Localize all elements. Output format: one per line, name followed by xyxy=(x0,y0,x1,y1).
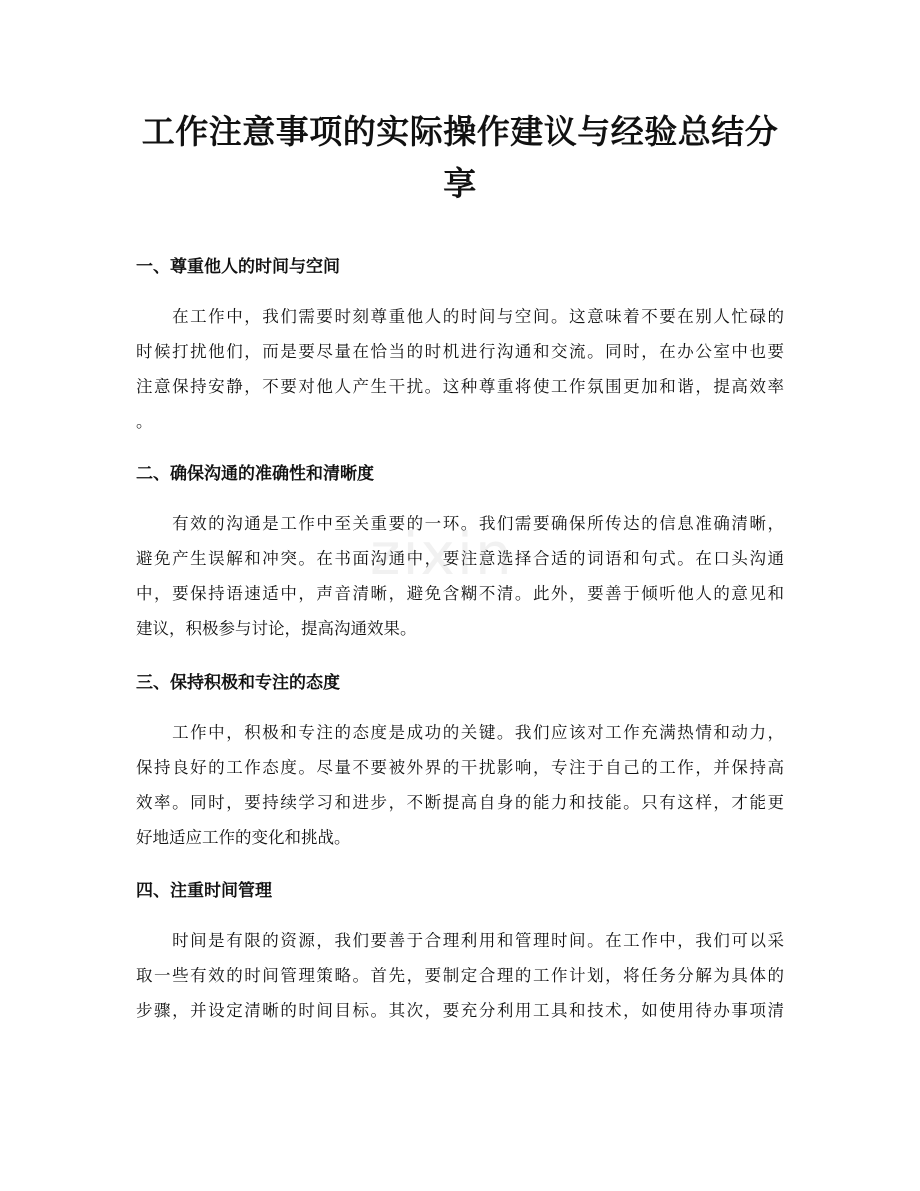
paragraph-line: 工作中，积极和专注的态度是成功的关键。我们应该对工作充满热情和动力， xyxy=(136,723,784,742)
section-communication xyxy=(136,462,784,646)
watermark: zixin xyxy=(370,520,514,588)
section-paragraph xyxy=(136,506,784,646)
section-heading: 四、注重时间管理 xyxy=(136,881,272,901)
section-heading: 三、保持积极和专注的态度 xyxy=(136,673,340,693)
paragraph-line: 保持良好的工作态度。尽量不要被外界的干扰影响，专注于自己的工作，并保持高 xyxy=(136,758,784,777)
paragraph-line: 。 xyxy=(136,412,153,431)
paragraph-line: 步骤，并设定清晰的时间目标。其次，要充分利用工具和技术，如使用待办事项清 xyxy=(136,1001,784,1020)
paragraph-line: 有效的沟通是工作中至关重要的一环。我们需要确保所传达的信息准确清晰， xyxy=(136,514,784,533)
section-attitude xyxy=(136,671,784,855)
document-title xyxy=(136,0,784,210)
section-heading: 一、尊重他人的时间与空间 xyxy=(136,257,340,277)
paragraph-line: 中，要保持语速适中，声音清晰，避免含糊不清。此外，要善于倾听他人的意见和 xyxy=(136,584,784,603)
paragraph-line: 好地适应工作的变化和挑战。 xyxy=(136,828,351,847)
section-paragraph xyxy=(136,299,784,439)
paragraph-line: 取一些有效的时间管理策略。首先，要制定合理的工作计划，将任务分解为具体的 xyxy=(136,966,784,985)
title-line-2: 享 xyxy=(443,164,477,203)
section-respect xyxy=(136,255,784,439)
section-paragraph xyxy=(136,715,784,855)
paragraph-line: 效率。同时，要持续学习和进步，不断提高自身的能力和技能。只有这样，才能更 xyxy=(136,793,784,812)
paragraph-line: 注意保持安静，不要对他人产生干扰。这种尊重将使工作氛围更加和谐，提高效率 xyxy=(136,377,784,396)
paragraph-line: 建议，积极参与讨论，提高沟通效果。 xyxy=(136,619,417,638)
paragraph-line: 避免产生误解和冲突。在书面沟通中，要注意选择合适的词语和句式。在口头沟通 xyxy=(136,549,784,568)
section-time-management xyxy=(136,879,784,1028)
title-line-1: 工作注意事项的实际操作建议与经验总结分 xyxy=(141,112,779,151)
paragraph-line: 时间是有限的资源，我们要善于合理利用和管理时间。在工作中，我们可以采 xyxy=(136,931,784,950)
paragraph-line: 在工作中，我们需要时刻尊重他人的时间与空间。这意味着不要在别人忙碌的 xyxy=(136,307,784,326)
paragraph-line: 时候打扰他们，而是要尽量在恰当的时机进行沟通和交流。同时，在办公室中也要 xyxy=(136,342,784,361)
section-paragraph xyxy=(136,923,784,1028)
section-heading: 二、确保沟通的准确性和清晰度 xyxy=(136,464,374,484)
